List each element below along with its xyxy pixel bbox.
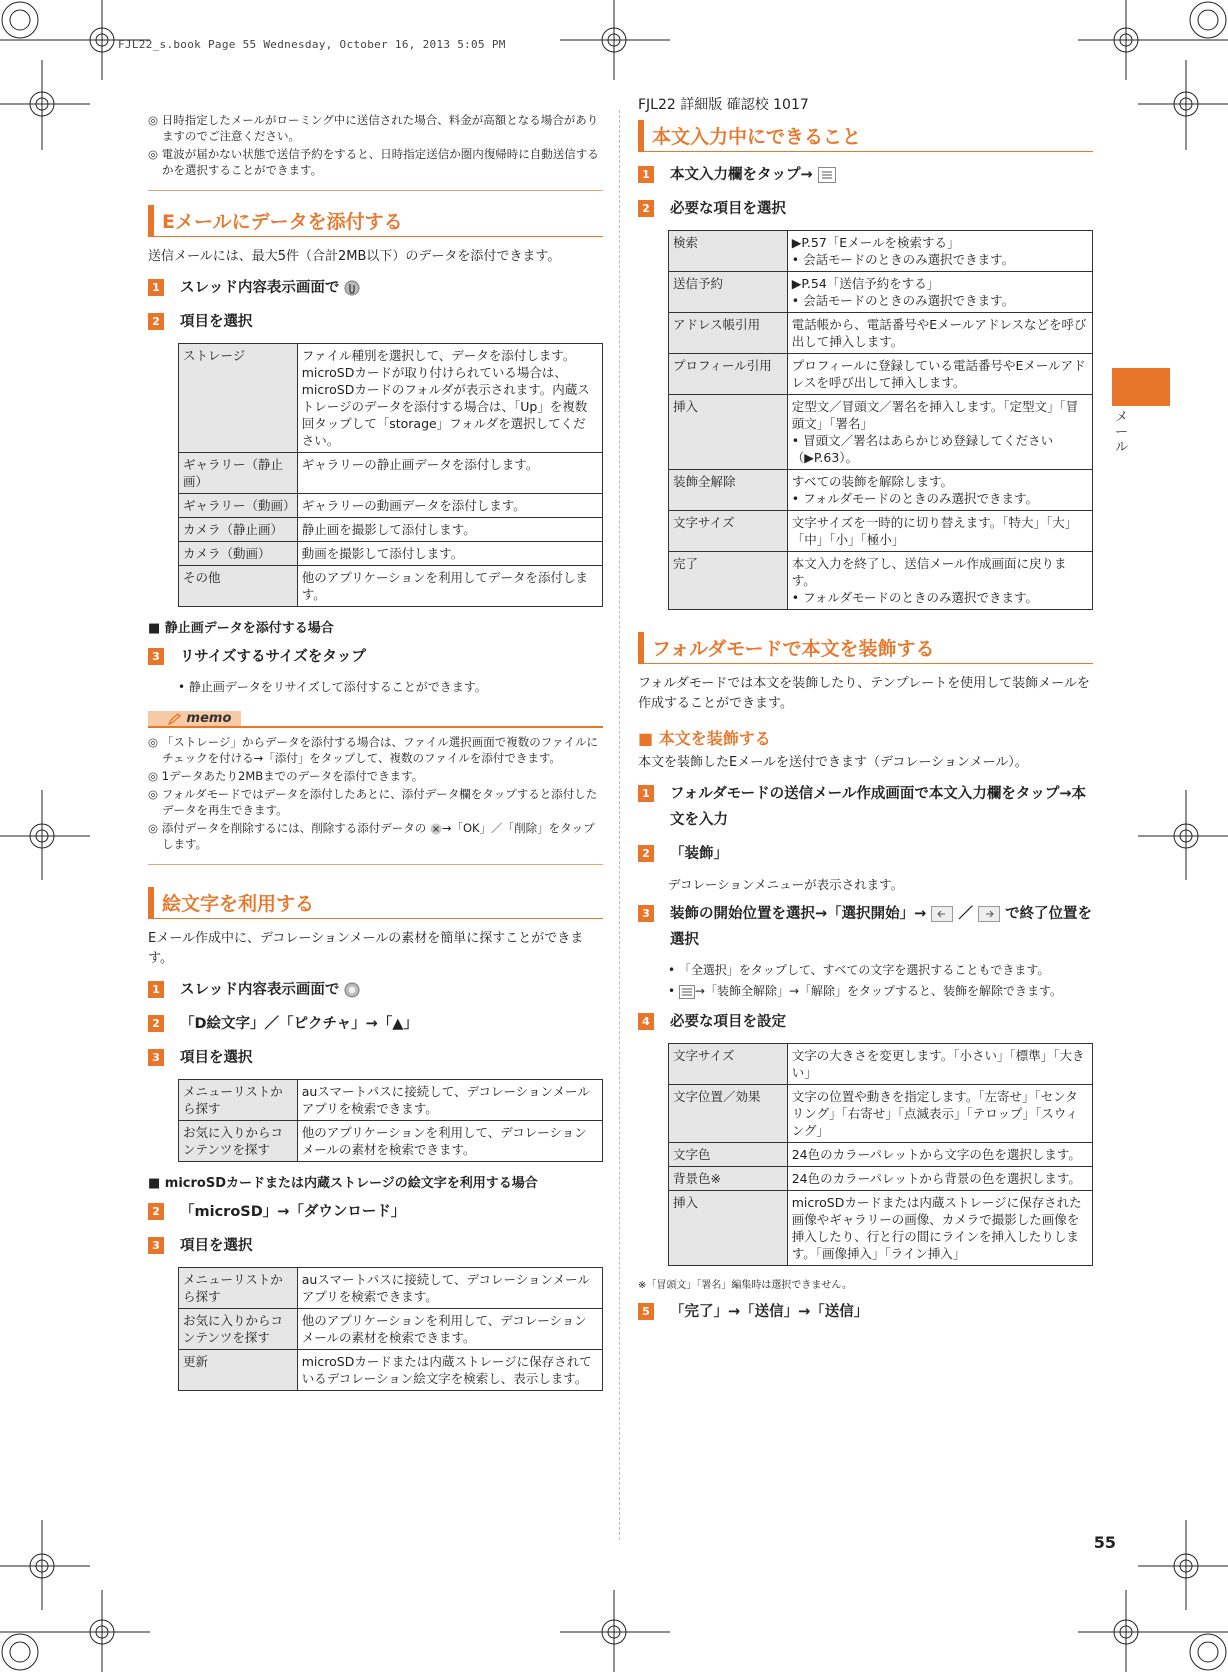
section-rule: [148, 864, 603, 865]
memo-label: memo: [148, 711, 241, 726]
step-text: 「microSD」→「ダウンロード」: [180, 1204, 406, 1220]
table-row[interactable]: 挿入 定型文／冒頭文／署名を挿入します。「定型文」「冒頭文」「署名」 • 冒頭文／署名はあらかじめ登録してください（▶P.63）。: [669, 395, 1093, 470]
table-row[interactable]: メニューリストから探す auスマートパスに接続して、デコレーションメールアプリを検索できます。: [179, 1080, 603, 1121]
left-column: [148, 112, 603, 1401]
paperclip-icon: [344, 280, 360, 296]
step-number: 1: [638, 785, 654, 802]
step-number: 5: [638, 1303, 654, 1320]
subsection-heading: ■ 静止画データを添付する場合: [148, 621, 334, 636]
step-text: スレッド内容表示画面で: [180, 982, 340, 998]
step-text: で終了位置を選択: [670, 906, 1093, 948]
note: ◎ 電波が届かない状態で送信予約をすると、日時指定送信か圏内復帰時に自動送信するかを選択することができます。: [148, 147, 599, 177]
book-info: FJL22_s.book Page 55 Wednesday, October 16, 2013 5:05 PM: [118, 38, 506, 51]
table-row[interactable]: 完了 本文入力を終了し、送信メール作成画面に戻ります。 • フォルダモードのときのみ選択できます。: [669, 552, 1093, 610]
step-number: 2: [148, 1015, 164, 1032]
step: [148, 309, 603, 335]
step-number: 3: [148, 1237, 164, 1254]
column-divider: [619, 110, 620, 1540]
intro-text: 送信メールには、最大5件（合計2MB以下）のデータを添付できます。: [148, 249, 561, 264]
step-number: 3: [638, 905, 654, 922]
step: [148, 1233, 603, 1259]
delete-icon: [430, 823, 442, 835]
bullet: • →「装飾全解除」→「解除」をタップすると、装飾を解除できます。: [668, 984, 1063, 998]
section-heading: フォルダモードで本文を装飾する: [638, 632, 1093, 664]
step: [148, 644, 603, 670]
step-number: 2: [148, 313, 164, 330]
table-row[interactable]: お気に入りからコンテンツを探す 他のアプリケーションを利用して、デコレーションメールの素材を検索できます。: [179, 1309, 603, 1350]
step: [148, 1199, 603, 1225]
step-result: デコレーションメニューが表示されます。: [668, 877, 904, 892]
table-row[interactable]: カメラ（静止画） 静止画を撮影して添付します。: [179, 518, 603, 542]
step-number: 3: [148, 1049, 164, 1066]
table-row[interactable]: メニューリストから探す auスマートパスに接続して、デコレーションメールアプリを検索できます。: [179, 1268, 603, 1309]
step-text: リサイズするサイズをタップ: [180, 649, 366, 665]
step-text: 「D絵文字」／「ピクチャ」→「▲」: [180, 1016, 418, 1032]
pencil-icon: [168, 713, 182, 725]
step-text: フォルダモードの送信メール作成画面で本文入力欄をタップ→本文を入力: [670, 786, 1086, 828]
step: [638, 1299, 1093, 1325]
option-table: [668, 230, 1093, 610]
step-text: スレッド内容表示画面で: [180, 280, 340, 296]
table-row[interactable]: ギャラリー（静止画） ギャラリーの静止画データを添付します。: [179, 453, 603, 494]
option-table: [178, 343, 603, 607]
step: [638, 901, 1093, 953]
table-row[interactable]: 文字色 24色のカラーパレットから文字の色を選択します。: [669, 1143, 1093, 1167]
table-row[interactable]: 挿入 microSDカードまたは内蔵ストレージに保存された画像やギャラリーの画像、カメラで撮影した画像を挿入したり、行と行の間にラインを挿入したりします。「画像挿入」「ライン挿入」: [669, 1191, 1093, 1266]
step: [638, 781, 1093, 833]
table-row[interactable]: お気に入りからコンテンツを探す 他のアプリケーションを利用して、デコレーションメールの素材を検索できます。: [179, 1121, 603, 1162]
step-text: 項目を選択: [180, 314, 253, 330]
step-text: 装飾の開始位置を選択→「選択開始」→: [670, 906, 927, 922]
step-text: 本文入力欄をタップ→: [670, 167, 813, 183]
step: [638, 841, 1093, 867]
footnote: ※「冒頭文」「署名」編集時は選択できません。: [638, 1280, 852, 1291]
option-table: [178, 1079, 603, 1162]
note: ◎ 日時指定したメールがローミング中に送信された場合、料金が高額となる場合がありますのでご注意ください。: [148, 113, 599, 143]
right-column: [638, 112, 1093, 1333]
arrow-left-icon: [931, 906, 953, 922]
intro-text: フォルダモードでは本文を装飾したり、テンプレートを使用して装飾メールを作成することができます。: [638, 676, 1090, 711]
step: [148, 275, 603, 301]
step-text: 項目を選択: [180, 1238, 253, 1254]
chapter-label: メール: [1115, 410, 1129, 455]
table-row[interactable]: 装飾全解除 すべての装飾を解除します。 • フォルダモードのときのみ選択できます。: [669, 470, 1093, 511]
option-table: [178, 1267, 603, 1391]
table-row[interactable]: カメラ（動画） 動画を撮影して添付します。: [179, 542, 603, 566]
step-text: 必要な項目を選択: [670, 201, 786, 217]
memo-note: ◎ 1データあたり2MBまでのデータを添付できます。: [148, 769, 424, 783]
page-number: 55: [1093, 1533, 1116, 1552]
step-text: 「装飾」: [670, 846, 728, 862]
section-heading: Eメールにデータを添付する: [148, 205, 603, 237]
separator: ／: [958, 906, 973, 922]
step-number: 2: [638, 200, 654, 217]
step-text: 必要な項目を設定: [670, 1014, 786, 1030]
intro-text: 本文を装飾したEメールを送付できます（デコレーションメール）。: [638, 755, 1028, 770]
step-number: 2: [638, 845, 654, 862]
emoji-icon: [344, 982, 360, 998]
table-row[interactable]: ストレージ ファイル種別を選択して、データを添付します。microSDカードが取り付けられている場合は、microSDカードのフォルダが表示されます。内蔵ストレージのデータを添付する場合は、「Up」を複数回タップして「storage」フォルダを選択してください。: [179, 344, 603, 453]
option-table: [668, 1043, 1093, 1266]
table-row[interactable]: プロフィール引用 プロフィールに登録している電話番号やEメールアドレスを呼び出して挿入します。: [669, 354, 1093, 395]
table-row[interactable]: 文字サイズ 文字の大きさを変更します。「小さい」「標準」「大きい」: [669, 1044, 1093, 1085]
table-row[interactable]: 検索 ▶P.57「Eメールを検索する」 • 会話モードのときのみ選択できます。: [669, 231, 1093, 272]
section-heading: 絵文字を利用する: [148, 887, 603, 919]
menu-icon: [818, 167, 836, 183]
section-heading: 本文入力中にできること: [638, 120, 1093, 152]
table-row[interactable]: 更新 microSDカードまたは内蔵ストレージに保存されているデコレーション絵文字を検索し、表示します。: [179, 1350, 603, 1391]
step: [638, 162, 1093, 188]
table-row[interactable]: 背景色※ 24色のカラーパレットから背景の色を選択します。: [669, 1167, 1093, 1191]
bullet: • 静止画データをリサイズして添付することができます。: [178, 680, 487, 694]
step: [638, 196, 1093, 222]
step-number: 4: [638, 1013, 654, 1030]
memo-note: ◎ 添付データを削除するには、削除する添付データの →「OK」／「削除」をタップします。: [148, 821, 595, 851]
step-number: 2: [148, 1203, 164, 1220]
chapter-tab: [1112, 368, 1170, 406]
memo-bar: [148, 711, 603, 728]
menu-icon: [679, 985, 695, 999]
table-row[interactable]: 文字サイズ 文字サイズを一時的に切り替えます。「特大」「大」「中」「小」「極小」: [669, 511, 1093, 552]
table-row[interactable]: 送信予約 ▶P.54「送信予約をする」 • 会話モードのときのみ選択できます。: [669, 272, 1093, 313]
memo-note: ◎ 「ストレージ」からデータを添付する場合は、ファイル選択画面で複数のファイルにチェックを付ける→「添付」をタップして、複数のファイルを添付できます。: [148, 735, 599, 765]
step: [148, 1011, 603, 1037]
bullet: • 「全選択」をタップして、すべての文字を選択することもできます。: [668, 963, 1050, 977]
step: [148, 1045, 603, 1071]
subsection-heading: ■ 本文を装飾する: [638, 729, 771, 748]
step: [148, 977, 603, 1003]
table-row[interactable]: ギャラリー（動画） ギャラリーの動画データを添付します。: [179, 494, 603, 518]
section-rule: [148, 190, 603, 191]
step-text: 項目を選択: [180, 1050, 253, 1066]
page-header: FJL22 詳細版 確認校 1017: [638, 97, 809, 113]
step-number: 1: [148, 279, 164, 296]
table-row[interactable]: その他 他のアプリケーションを利用してデータを添付します。: [179, 566, 603, 607]
subsection-heading: ■ microSDカードまたは内蔵ストレージの絵文字を利用する場合: [148, 1176, 538, 1191]
table-row[interactable]: アドレス帳引用 電話帳から、電話番号やEメールアドレスなどを呼び出して挿入します。: [669, 313, 1093, 354]
intro-text: Eメール作成中に、デコレーションメールの素材を簡単に探すことができます。: [148, 931, 584, 966]
step: [638, 1009, 1093, 1035]
step-number: 1: [638, 166, 654, 183]
table-row[interactable]: 文字位置／効果 文字の位置や動きを指定します。「左寄せ」「センタリング」「右寄せ」「点滅表示」「テロップ」「スウィング」: [669, 1085, 1093, 1143]
step-number: 3: [148, 648, 164, 665]
arrow-right-icon: [978, 906, 1000, 922]
step-text: 「完了」→「送信」→「送信」: [670, 1304, 869, 1320]
step-number: 1: [148, 981, 164, 998]
memo-note: ◎ フォルダモードではデータを添付したあとに、添付データ欄をタップすると添付したデータを再生できます。: [148, 787, 598, 817]
